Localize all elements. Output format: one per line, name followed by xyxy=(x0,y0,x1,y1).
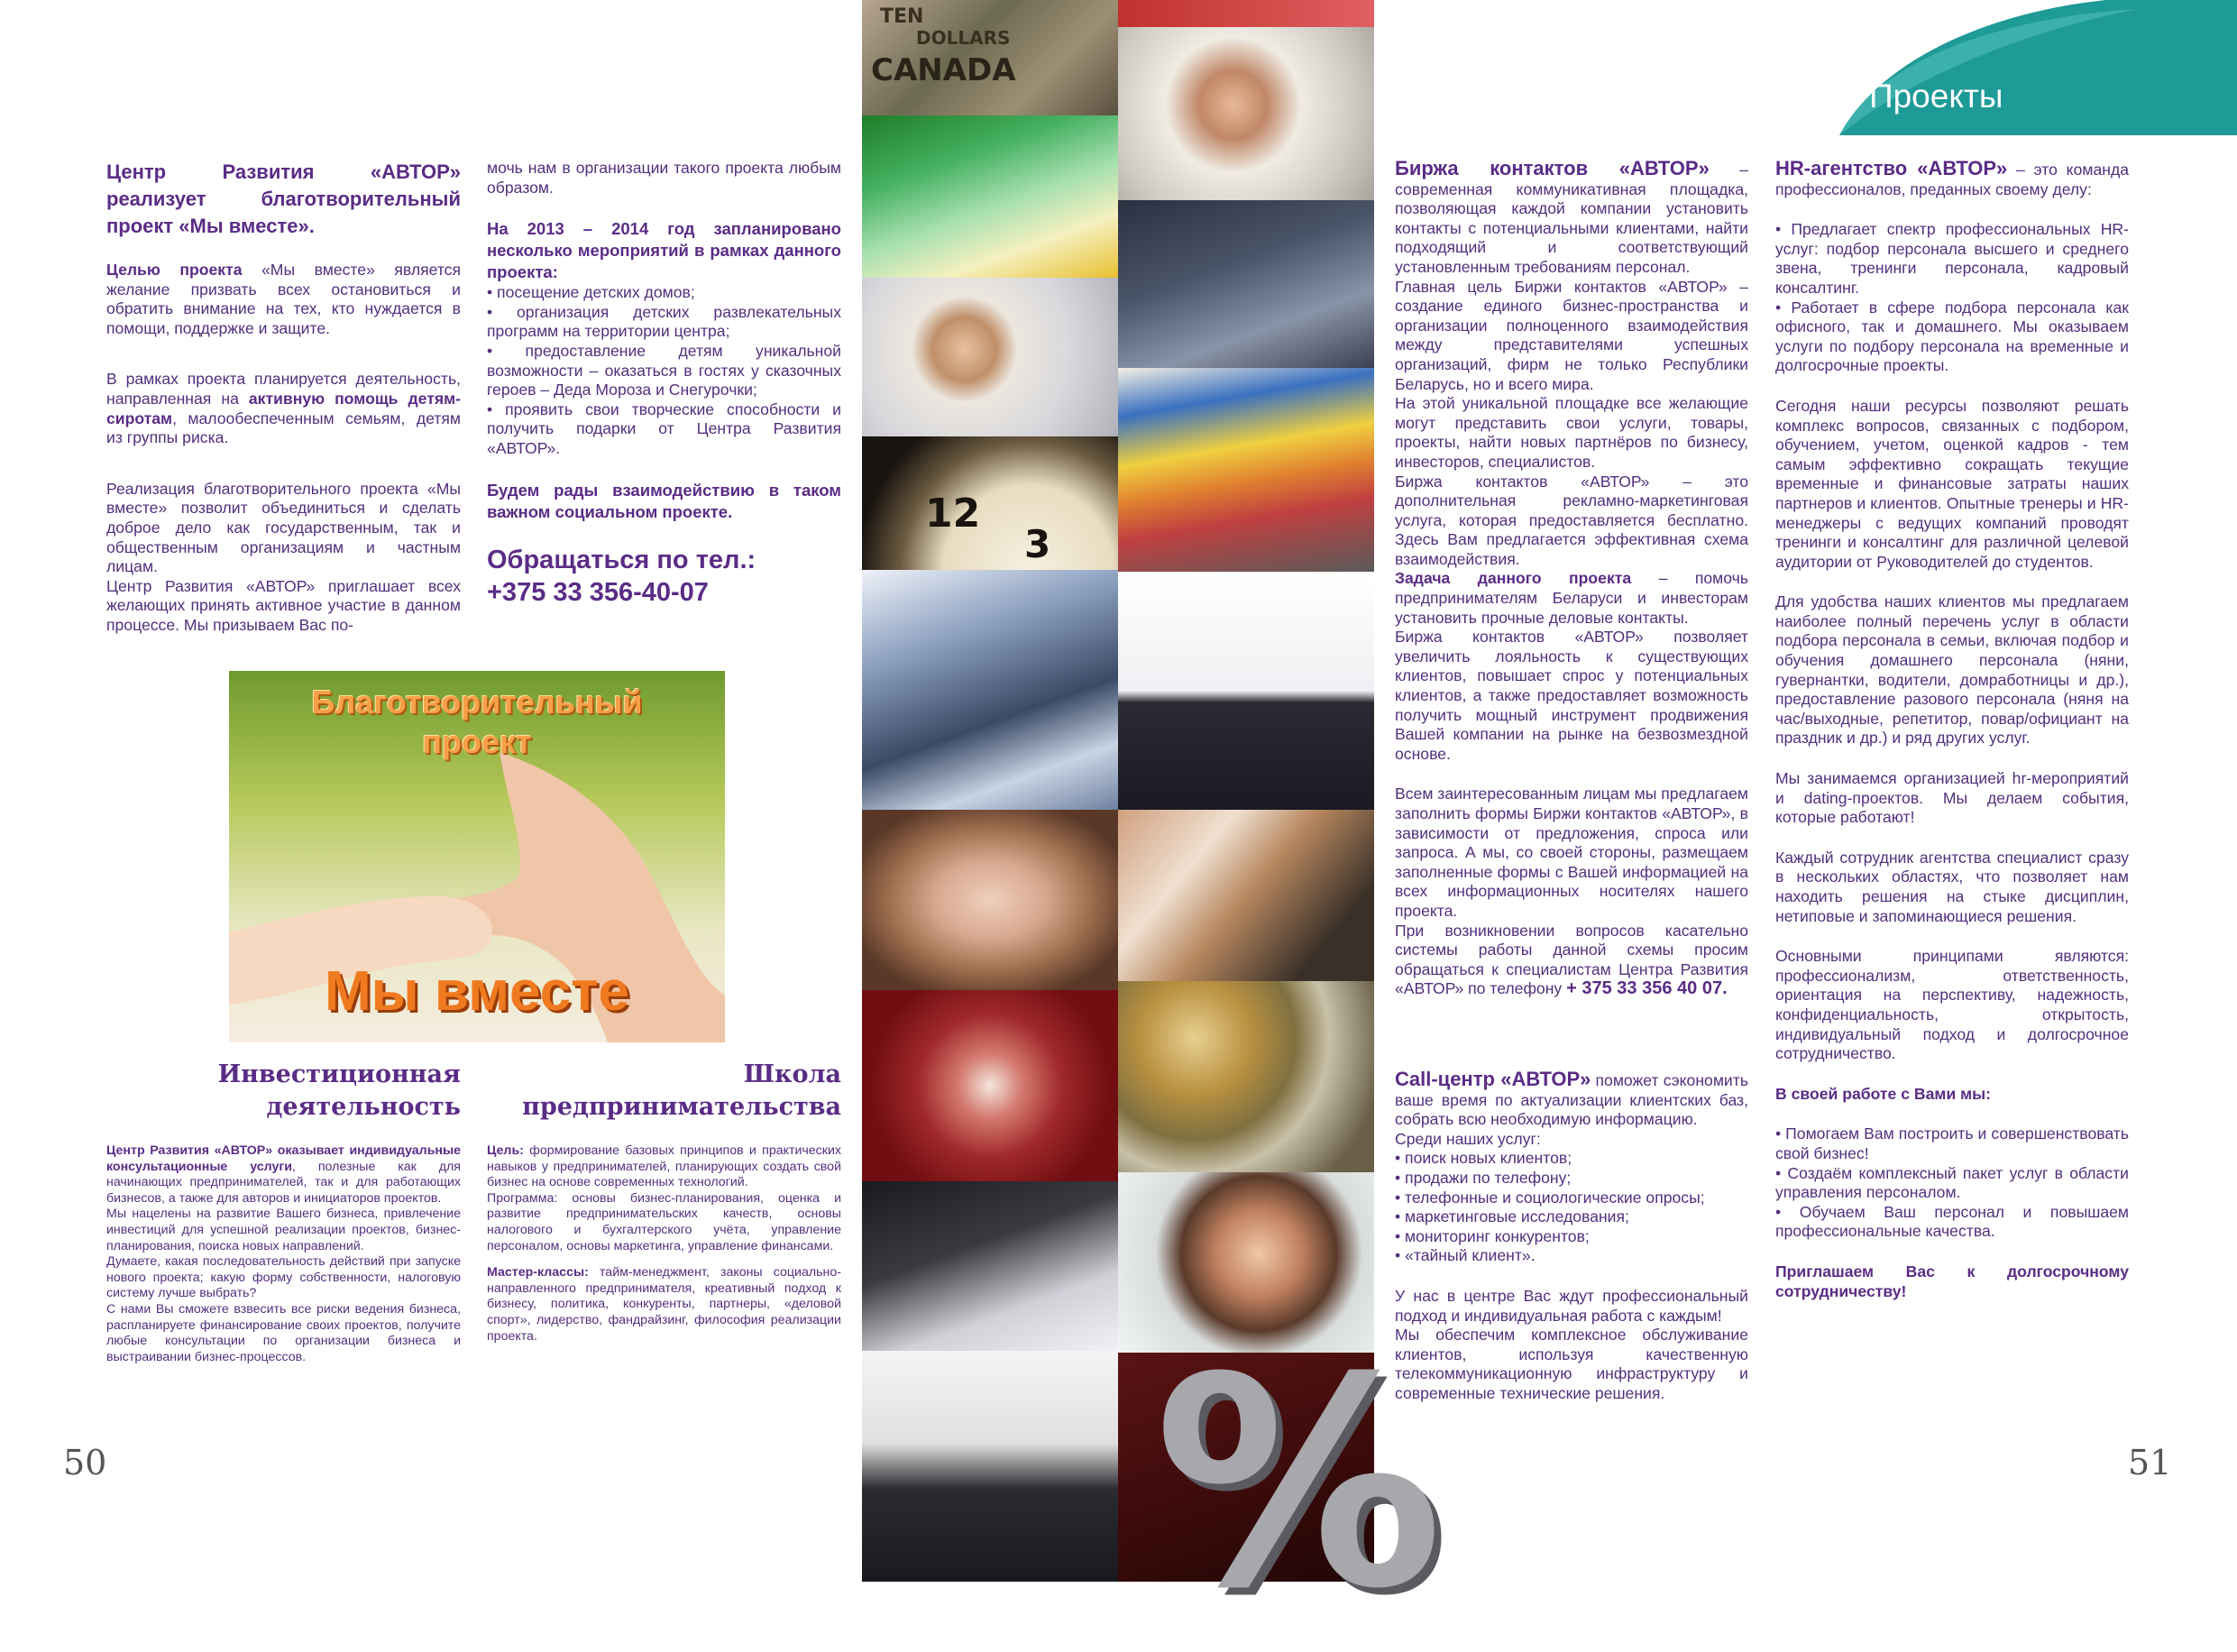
birzha-p3: На этой уникальной площадке все желающие могут представить свои услуги, товары, проекты, найти новых партнёров по бизнесу, инвесторов, специалистов. xyxy=(1395,394,1748,471)
plan-item: • проявить свои творческие способности и получить подарки от Центра Развития «АВТОР». xyxy=(487,399,841,457)
call-title: Call-центр «АВТОР» xyxy=(1395,1068,1591,1090)
call-service-item: • телефонные и социологические опросы; xyxy=(1395,1188,1705,1207)
hr-title: HR-агентство «АВТОР» xyxy=(1775,157,2008,179)
charity-intro-column xyxy=(106,159,461,636)
photo-coins xyxy=(1118,981,1374,1172)
school-goal-text: формирование базовых принципов и практических навыков у предпринимателей, планирующих создать свой бизнес на основе современных технологий. xyxy=(487,1143,841,1190)
hr-p3: Для удобства наших клиентов мы предлагаем наиболее полный перечень услуг в области подбора персонала в семьи, включая подбор и обучения домашнего персонала (няни, гувернантки, водители, домработницы и др.), предоставление разового персонала (няня на час/выходные, репетитор, повар/официант на праздник и др.) и ряд других услуг. xyxy=(1775,592,2129,748)
call-p3: Мы обеспечим комплексное обслуживание клиентов, используя качественную телекоммуникационную инфраструктуру и современные технические решения. xyxy=(1395,1326,1748,1402)
school-title-2: предпринимательства xyxy=(522,1093,841,1121)
investment-lead: Центр Развития «АВТОР» оказывает индивидуальные консультационные услуги xyxy=(106,1143,461,1174)
page-number-right: 51 xyxy=(2128,1443,2172,1482)
birzha-task-label: Задача данного проекта xyxy=(1395,569,1632,588)
birzha-intro xyxy=(1395,159,1748,278)
call-service-item: • мониторинг конкурентов; xyxy=(1395,1226,1590,1245)
school-body xyxy=(487,1143,841,1345)
charity-activity-paragraph xyxy=(106,370,461,447)
hr-p2: Сегодня наши ресурсы позволяют решать комплекс вопросов, связанных с подбором, обучением, учетом, оценкой кадров - тем самым эффективно сокращать текущие временные и финансовые затраты наших партнеров и клиентов. Опытные тренеры и HR-менеджеры с ведущих компаний проводят тренинги и консалтинг для различной целевой аудитории от Руководителей до студентов. xyxy=(1775,396,2129,571)
activity-text-c: , малообеспеченным семьям, детям из группы риска. xyxy=(106,408,461,447)
investment-title-1: Инвестиционная xyxy=(217,1060,461,1088)
clock-3-text: 3 xyxy=(1024,522,1051,566)
photo-percent xyxy=(1118,1317,1444,1652)
birzha-p4: Биржа контактов «АВТОР» – это дополнительная рекламно-маркетинговая услуга, которая предоставляется бесплатно. Здесь Вам предлагается эффективная схема взаимодействия. xyxy=(1395,472,1748,568)
photo-folders xyxy=(862,115,1118,278)
hr-p1: – это команда профессионалов, преданных своему делу: xyxy=(1775,161,2130,198)
investment-text3: Думаете, какая последовательность действий при запуске нового проекта; какую форму собственности, налоговую систему лучше выбрать? xyxy=(106,1254,461,1301)
hr-p6: Основными принципами являются: профессионализм, ответственность, ориентация на перспективу, надежность, конфиденциальность, открытость, индивидуальный подход и долгосрочное сотрудничество. xyxy=(1775,947,2129,1063)
hr-p4: Мы занимаемся организацией hr-мероприятий и dating-проектов. Мы делаем события, которые работают! xyxy=(1775,769,2129,827)
hr-work-item: • Создаём комплексный пакет услуг в области управления персоналом. xyxy=(1775,1163,2129,1202)
school-goal-paragraph xyxy=(487,1143,841,1191)
birzha-task-text: – помочь предпринимателям Беларуси и инвесторам установить прочные деловые контакты. xyxy=(1395,569,1748,627)
photo-signing-document xyxy=(1118,27,1374,200)
hr-work-item: • Обучаем Ваш персонал и повышаем профессиональные качества. xyxy=(1775,1202,2129,1241)
clock-12-text: 12 xyxy=(925,491,981,537)
birzha-p2: Главная цель Биржи контактов «АВТОР» – создание единого бизнес-пространства и организации полноценного взаимодействия между представителями успешных организаций, фирм не только Республики Беларусь, но и всего мира. xyxy=(1395,277,1748,393)
call-service-item: • маркетинговые исследования; xyxy=(1395,1207,1629,1226)
call-services-label: Среди наших услуг: xyxy=(1395,1129,1541,1148)
plan-item: • организация детских развлекательных программ на территории центра; xyxy=(487,302,841,341)
plan-heading: На 2013 – 2014 год запланировано несколько мероприятий в рамках данного проекта: xyxy=(487,219,841,282)
birzha-p6: Всем заинтересованным лицам мы предлагаем заполнить формы Биржи контактов «АВТОР», в зависимости от предложения, спроса или запроса. А мы, со своей стороны, размещаем заполненные формы с Вашей информацией на всех информационных носителях нашего проекта. xyxy=(1395,785,1748,920)
page-number-left: 50 xyxy=(63,1443,107,1482)
investment-text1: , полезные как для начинающих предпринимателей, так и для работающих бизнесов, а также для авторов и инициаторов проектов. xyxy=(106,1159,461,1206)
investment-body xyxy=(106,1143,461,1365)
banner-line2: проект xyxy=(422,723,532,760)
photo-office-cubicles xyxy=(1118,200,1374,368)
photo-roses-gift xyxy=(862,990,1118,1181)
charity-closing: Будем рады взаимодействию в таком важном социальном проекте. xyxy=(487,480,841,521)
hr-intro xyxy=(1775,159,2129,199)
photo-money xyxy=(862,0,1118,115)
photo-woman-pen xyxy=(1118,810,1374,981)
school-section xyxy=(487,1059,841,1345)
call-p2: У нас в центре Вас ждут профессиональный подход и индивидуальная работа с каждым! xyxy=(1395,1286,1748,1325)
charity-continued: мочь нам в организации такого проекта любым образом. xyxy=(487,159,841,197)
photo-stacked-files xyxy=(1118,368,1374,572)
money-ten-text: TEN xyxy=(880,5,924,28)
banner-bottom: Мы вместе xyxy=(325,960,629,1023)
charity-plan-column xyxy=(487,159,841,609)
hr-closing: Приглашаем Вас к долгосрочному сотрудничеству! xyxy=(1775,1262,2129,1300)
school-master-paragraph xyxy=(487,1265,841,1345)
photo-celebrating-team xyxy=(862,1351,1118,1582)
hr-p5: Каждый сотрудник агентства специалист сразу в нескольких областях, что позволяет нам находить решения на стыке дисциплин, нетиповые и запоминающиеся решения. xyxy=(1775,848,2129,925)
birzha-phone: + 375 33 356 40 07. xyxy=(1566,978,1728,999)
birzha-column xyxy=(1395,159,1748,999)
investment-text2: Мы нацелены на развитие Вашего бизнеса, привлечение инвестиций для успешной реализации проектов, бизнес-планирования, поиска новых направлений. xyxy=(106,1207,461,1253)
call-service-item: • «тайный клиент». xyxy=(1395,1246,1536,1265)
birzha-task xyxy=(1395,569,1748,628)
call-service-item: • поиск новых клиентов; xyxy=(1395,1149,1572,1168)
hr-work-item: • Помогаем Вам построить и совершенствовать свой бизнес! xyxy=(1775,1124,2129,1162)
investment-section xyxy=(106,1059,461,1365)
call-p1: поможет сэкономить ваше время по актуализации клиентских баз, собрать всю необходимую информацию. xyxy=(1395,1071,1748,1129)
hr-bullet: • Работает в сфере подбора персонала как офисного, так и домашнего. Мы оказываем услуги по подбору персонала на временные и долгосрочные проекты. xyxy=(1775,298,2129,375)
goal-label: Целью проекта xyxy=(106,261,243,279)
investment-text4: С нами Вы сможете взвесить все риски ведения бизнеса, распланируете финансирование своих проектов, получите любые консультации по организации бизнеса и выстраивании бизнес-процессов. xyxy=(106,1301,461,1364)
photo-business-group xyxy=(1118,572,1374,810)
call-intro xyxy=(1395,1069,1748,1130)
investment-lead-paragraph xyxy=(106,1143,461,1207)
photo-red-strip xyxy=(1118,0,1374,27)
hr-bullet: • Предлагает спектр профессиональных HR-услуг: подбор персонала высшего и среднего звена, тренинги персонала, кадровый консалтинг. xyxy=(1775,220,2129,297)
call-center-section xyxy=(1395,1069,1748,1404)
school-program: Программа: основы бизнес-планирования, оценка и развитие предпринимательских качеств, основы налогового и бухгалтерского учёта, управление персоналом, основы маркетинга, управление финансами. xyxy=(487,1190,841,1253)
photo-businessman-globe xyxy=(862,570,1118,810)
hr-column xyxy=(1775,159,2129,1301)
percent-sign: % xyxy=(1154,1317,1444,1652)
birzha-p5: Биржа контактов «АВТОР» позволяет увеличить лояльность к существующих клиентов, повышает спрос у потенциальных клиентов, а также предоставляет возможность получить мощный инструмент продвижения Вашей компании на рынке на безвозмездной основе. xyxy=(1395,628,1748,763)
photo-child xyxy=(862,810,1118,990)
charity-title: Центр Развития «АВТОР» реализует благотворительный проект «Мы вместе». xyxy=(106,161,461,237)
charity-invite-paragraph: Центр Развития «АВТОР» приглашает всех желающих принять активное участие в данном процессе. Мы призываем Вас по- xyxy=(106,576,461,634)
projects-tab-label: Проекты xyxy=(1869,78,2003,115)
phone-number: +375 33 356-40-07 xyxy=(487,577,709,607)
charity-goal-paragraph xyxy=(106,261,461,338)
goal-text: «Мы вместе» является желание призвать всех остановиться и обратить внимание на тех, кто нуждается в помощи, поддержке и защите. xyxy=(106,261,462,337)
investment-title-2: деятельность xyxy=(266,1093,461,1121)
birzha-p7-text: При возникновении вопросов касательно системы работы данной схемы просим обращаться к специалистам Центра Развития «АВТОР» по телефону xyxy=(1395,921,1748,998)
school-goal-label: Цель: xyxy=(487,1143,524,1158)
birzha-title: Биржа контактов «АВТОР» xyxy=(1395,157,1710,179)
banner-line1: Благотворительный xyxy=(311,684,643,720)
plan-item: • посещение детских домов; xyxy=(487,283,695,302)
plan-item: • предоставление детям уникальной возможности – оказаться в гостях у сказочных героев – Деда Мороза и Снегурочки; xyxy=(487,341,841,399)
call-service-item: • продажи по телефону; xyxy=(1395,1168,1572,1187)
photo-call-operators xyxy=(862,278,1118,436)
birzha-p1: – современная коммуникативная площадка, позволяющая каждой компании установить контакты с потенциальными клиентами, найти подходящий и соответствующий установленным требованиям персонал. xyxy=(1395,161,1748,276)
activity-text-bold: активную помощь детям-сиротам xyxy=(106,389,461,427)
money-canada-text: CANADA xyxy=(871,52,1016,88)
school-title-1: Школа xyxy=(743,1060,841,1088)
birzha-p7 xyxy=(1395,922,1748,999)
school-master-text: тайм-менеджмент, законы социально-направленного предпринимателя, креативный подход к бизнесу, политика, конкуренты, партнеры, «деловой спорт», лидерство, фандрайзинг, философия реализации проекта. xyxy=(487,1265,841,1344)
hr-work-label: В своей работе с Вами мы: xyxy=(1775,1084,1991,1103)
charity-realization-paragraph: Реализация благотворительного проекта «Мы вместе» позволит объединиться и сделать доброе дело как государственным, так и общественным организациям и частным лицам. xyxy=(106,479,461,576)
phone-label: Обращаться по тел.: xyxy=(487,545,756,574)
photo-hand-mouse xyxy=(862,1181,1118,1351)
activity-text-a: В рамках проекта планируется деятельность, направленная на xyxy=(106,370,461,408)
photo-clock xyxy=(862,436,1118,570)
school-master-label: Мастер-классы: xyxy=(487,1265,589,1280)
money-dollars-text: DOLLARS xyxy=(916,27,1011,49)
charity-banner xyxy=(229,671,725,1042)
